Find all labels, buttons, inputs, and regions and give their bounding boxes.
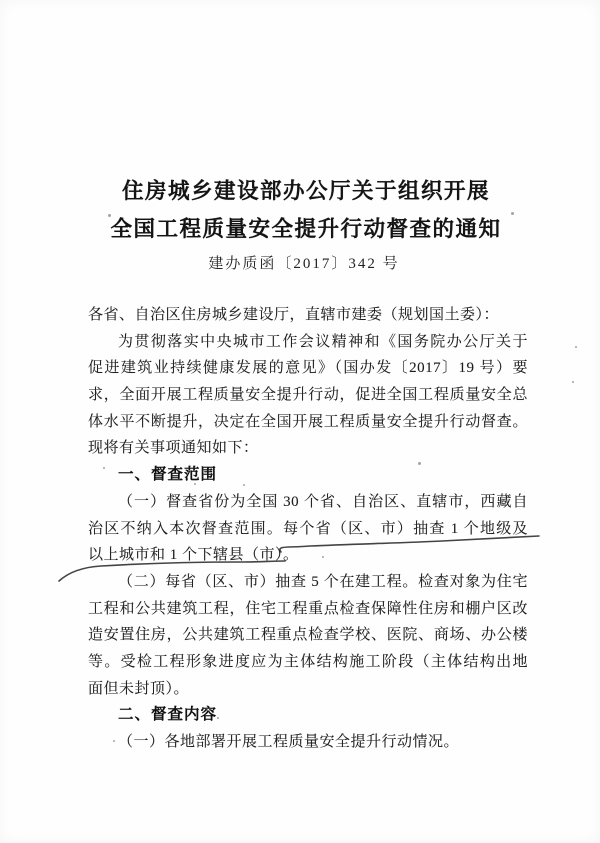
body-line: 面但未封顶）。: [88, 680, 190, 697]
body-line-underlined: 以上城市和 1 个下辖县（市）。: [88, 547, 299, 564]
document-title: [6, 172, 600, 248]
scan-speck: [322, 556, 324, 558]
body-line: （二）每省（区、市）抽查 5 个在建工程。检查对象为住宅: [118, 573, 528, 590]
document-number: 建办质函〔2017〕342 号: [208, 256, 400, 272]
body-line: 为贯彻落实中央城市工作会议精神和《国务院办公厅关于: [118, 333, 528, 350]
scan-speck: [103, 467, 105, 469]
body-line: 等。受检工程形象进度应为主体结构施工阶段（主体结构出地: [88, 653, 528, 670]
scan-speck: [243, 484, 245, 486]
scan-speck: [217, 717, 219, 719]
section-heading-2: 二、督查内容: [118, 706, 218, 724]
body-line: （一）督查省份为全国 30 个省、自治区、直辖市，西藏自: [118, 493, 528, 510]
body-line: 促进建筑业持续健康发展的意见》（国办发〔2017〕19 号）要: [88, 360, 528, 377]
body-line: （一）各地部署开展工程质量安全提升行动情况。: [118, 734, 460, 750]
document-title-line1: 住房城乡建设部办公厅关于组织开展: [121, 179, 490, 203]
document-body: [88, 302, 528, 756]
scan-speck: [511, 212, 514, 215]
salutation-line: 各省、自治区住房城乡建设厅，直辖市建委（规划国土委）：: [88, 307, 500, 323]
scan-speck: [113, 740, 115, 742]
body-line: 体水平不断提升，决定在全国开展工程质量安全提升行动督查。: [88, 413, 528, 430]
scan-speck: [108, 214, 111, 217]
section-heading-1: 一、督查范围: [118, 466, 218, 484]
body-line-underlined: 治区不纳入本次督查范围。每个省（区、市）抽查 1 个地级及: [88, 520, 528, 537]
scan-speck: [572, 381, 574, 383]
scan-speck: [575, 346, 577, 348]
body-line: 求，全面开展工程质量安全提升行动，促进全国工程质量安全总: [88, 387, 528, 404]
scan-speck: [194, 483, 196, 485]
body-line: 现将有关事项通知如下：: [88, 440, 259, 457]
body-line: 造安置住房，公共建筑工程重点检查学校、医院、商场、办公楼: [88, 627, 528, 644]
body-line: 工程和公共建筑工程，住宅工程重点检查保障性住房和棚户区改: [88, 600, 528, 617]
document-title-line2: 全国工程质量安全提升行动督查的通知: [110, 217, 502, 241]
scan-speck: [418, 462, 421, 465]
